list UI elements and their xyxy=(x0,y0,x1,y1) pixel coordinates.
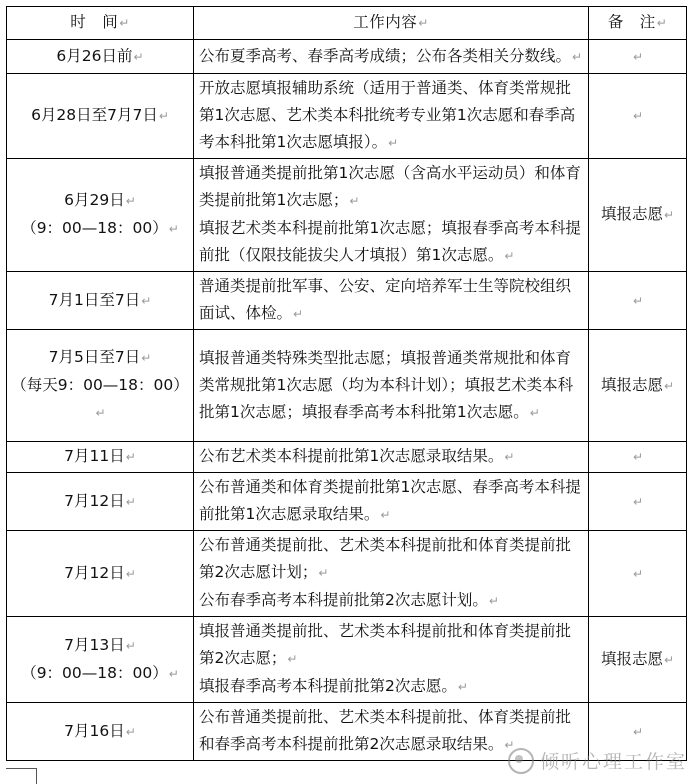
table-row xyxy=(7,330,687,442)
watermark xyxy=(508,747,687,774)
content-paragraph: 填报普通类提前批第1次志愿（含高水平运动员）和体育类提前批第1次志愿；↵ xyxy=(199,164,581,209)
paragraph-mark-icon: ↵ xyxy=(388,136,399,150)
page-corner-mark xyxy=(36,768,37,784)
cell-time xyxy=(7,442,194,473)
paragraph-mark-icon: ↵ xyxy=(125,724,136,739)
time-line: 7月13日↵ xyxy=(64,635,136,654)
time-line: 7月1日至7日↵ xyxy=(48,290,152,309)
table-body xyxy=(7,40,687,761)
paragraph-mark-icon: ↵ xyxy=(380,508,391,522)
header-content: 工作内容↵ xyxy=(194,7,589,40)
paragraph-mark-icon: ↵ xyxy=(504,738,515,752)
watermark-logo-icon xyxy=(508,748,534,774)
time-line: 6月26日前↵ xyxy=(56,46,144,65)
content-paragraph: 公布普通类和体育类提前批第1次志愿、春季高考本科提前批第1次志愿录取结果。↵ xyxy=(199,478,581,523)
time-line: 7月5日至7日↵ xyxy=(48,348,152,366)
paragraph-mark-icon: ↵ xyxy=(656,16,668,30)
table-row xyxy=(7,74,687,159)
cell-time xyxy=(7,159,194,272)
cell-time xyxy=(7,74,194,159)
header-time: 时 间↵ xyxy=(7,7,194,40)
page-corner-mark xyxy=(6,768,36,769)
paragraph-mark-icon: ↵ xyxy=(141,351,152,365)
content-paragraph: 公布普通类提前批、艺术类本科提前批和体育类提前批第2次志愿计划；↵ xyxy=(199,536,572,581)
paragraph-mark-icon: ↵ xyxy=(572,49,583,64)
document-page xyxy=(6,6,686,761)
header-note: 备 注↵ xyxy=(589,7,687,40)
table-row xyxy=(7,473,687,531)
table-row xyxy=(7,40,687,74)
cell-content xyxy=(194,473,589,531)
paragraph-mark-icon: ↵ xyxy=(488,594,499,608)
cell-note: 填报志愿↵ xyxy=(589,617,687,703)
content-paragraph: 填报艺术类本科提前批第1次志愿；填报春季高考本科提前批（仅限技能拔尖人才填报）第1次志愿。↵ xyxy=(199,219,581,264)
paragraph-mark-icon: ↵ xyxy=(632,109,644,123)
paragraph-mark-icon: ↵ xyxy=(125,194,136,208)
paragraph-mark-icon: ↵ xyxy=(125,638,136,653)
content-paragraph: 填报春季高考本科提前批第2次志愿。↵ xyxy=(199,677,468,695)
table-row xyxy=(7,442,687,473)
content-paragraph: 公布艺术类本科提前批第1次志愿录取结果。↵ xyxy=(199,447,515,465)
cell-content xyxy=(194,531,589,617)
time-line: （9：00—18：00）↵ xyxy=(21,219,179,237)
content-paragraph: 开放志愿填报辅助系统（适用于普通类、体育类常规批第1次志愿、艺术类本科批统考专业第1次志愿和春季高考本科批第1次志愿填报）。↵ xyxy=(199,79,576,151)
time-line: 7月12日↵ xyxy=(64,563,136,582)
header-row xyxy=(7,7,687,40)
paragraph-mark-icon: ↵ xyxy=(529,405,540,420)
time-line: 7月16日↵ xyxy=(64,721,136,740)
paragraph-mark-icon: ↵ xyxy=(133,49,144,64)
cell-time xyxy=(7,330,194,442)
cell-time xyxy=(7,40,194,74)
cell-content xyxy=(194,442,589,473)
cell-note xyxy=(589,442,687,473)
cell-content xyxy=(194,330,589,442)
content-paragraph: 公布春季高考本科提前批第2次志愿计划。↵ xyxy=(199,591,499,609)
time-line: （9：00—18：00）↵ xyxy=(21,663,179,682)
content-paragraph: 填报普通类提前批、艺术类本科提前批和体育类提前批第2次志愿；↵ xyxy=(199,622,572,667)
cell-note xyxy=(589,272,687,330)
paragraph-mark-icon: ↵ xyxy=(632,49,644,64)
cell-time xyxy=(7,473,194,531)
paragraph-mark-icon: ↵ xyxy=(418,16,429,30)
schedule-table xyxy=(6,6,687,761)
cell-time xyxy=(7,703,194,761)
cell-note xyxy=(589,40,687,74)
paragraph-mark-icon: ↵ xyxy=(293,307,304,321)
cell-note xyxy=(589,531,687,617)
paragraph-mark-icon: ↵ xyxy=(125,450,136,464)
paragraph-mark-icon: ↵ xyxy=(318,566,329,580)
table-row xyxy=(7,272,687,330)
paragraph-mark-icon: ↵ xyxy=(141,293,152,308)
paragraph-mark-icon: ↵ xyxy=(632,450,644,464)
cell-content xyxy=(194,617,589,703)
time-line: 6月29日↵ xyxy=(64,191,136,209)
paragraph-mark-icon: ↵ xyxy=(663,652,675,667)
paragraph-mark-icon: ↵ xyxy=(632,494,644,509)
paragraph-mark-icon: ↵ xyxy=(349,194,360,208)
paragraph-mark-icon: ↵ xyxy=(663,378,675,393)
cell-note: 填报志愿↵ xyxy=(589,159,687,272)
paragraph-mark-icon: ↵ xyxy=(95,406,106,420)
paragraph-mark-icon: ↵ xyxy=(168,666,179,681)
content-paragraph: 普通类提前批军事、公安、定向培养军士生等院校组织面试、体检。↵ xyxy=(199,277,572,322)
cell-content xyxy=(194,159,589,272)
paragraph-mark-icon: ↵ xyxy=(125,566,136,581)
time-line: 7月12日↵ xyxy=(64,491,136,510)
paragraph-mark-icon: ↵ xyxy=(632,724,644,739)
paragraph-mark-icon: ↵ xyxy=(504,249,515,263)
paragraph-mark-icon: ↵ xyxy=(663,208,675,222)
cell-content xyxy=(194,40,589,74)
cell-time xyxy=(7,272,194,330)
cell-content xyxy=(194,272,589,330)
time-line: 6月28日至7月7日↵ xyxy=(31,106,169,124)
paragraph-mark-icon: ↵ xyxy=(168,222,179,236)
cell-content xyxy=(194,74,589,159)
paragraph-mark-icon: ↵ xyxy=(125,494,136,509)
table-row xyxy=(7,617,687,703)
cell-time xyxy=(7,531,194,617)
content-paragraph: 公布普通类提前批、艺术类本科提前批、体育类提前批和春季高考本科提前批第2次志愿录取结果。↵ xyxy=(199,708,572,753)
table-header xyxy=(7,7,687,40)
cell-time xyxy=(7,617,194,703)
cell-note xyxy=(589,473,687,531)
paragraph-mark-icon: ↵ xyxy=(158,109,169,123)
table-row xyxy=(7,159,687,272)
content-paragraph: 公布夏季高考、春季高考成绩；公布各类相关分数线。↵ xyxy=(199,46,583,65)
paragraph-mark-icon: ↵ xyxy=(632,293,644,308)
watermark-text: 倾听心理工作室 xyxy=(539,751,687,773)
time-line: 7月11日↵ xyxy=(64,447,136,465)
time-line: （每天9：00—18：00）↵ xyxy=(11,376,189,420)
paragraph-mark-icon: ↵ xyxy=(632,566,644,581)
cell-note: 填报志愿↵ xyxy=(589,330,687,442)
paragraph-mark-icon: ↵ xyxy=(504,450,515,464)
paragraph-mark-icon: ↵ xyxy=(287,652,298,666)
cell-note xyxy=(589,74,687,159)
table-row xyxy=(7,531,687,617)
content-paragraph: 填报普通类特殊类型批志愿；填报普通类常规批和体育类常规批第1次志愿（均为本科计划）；填报艺术类本科批第1次志愿；填报春季高考本科批第1次志愿。↵ xyxy=(199,348,574,421)
paragraph-mark-icon: ↵ xyxy=(457,680,468,694)
paragraph-mark-icon: ↵ xyxy=(119,16,130,30)
